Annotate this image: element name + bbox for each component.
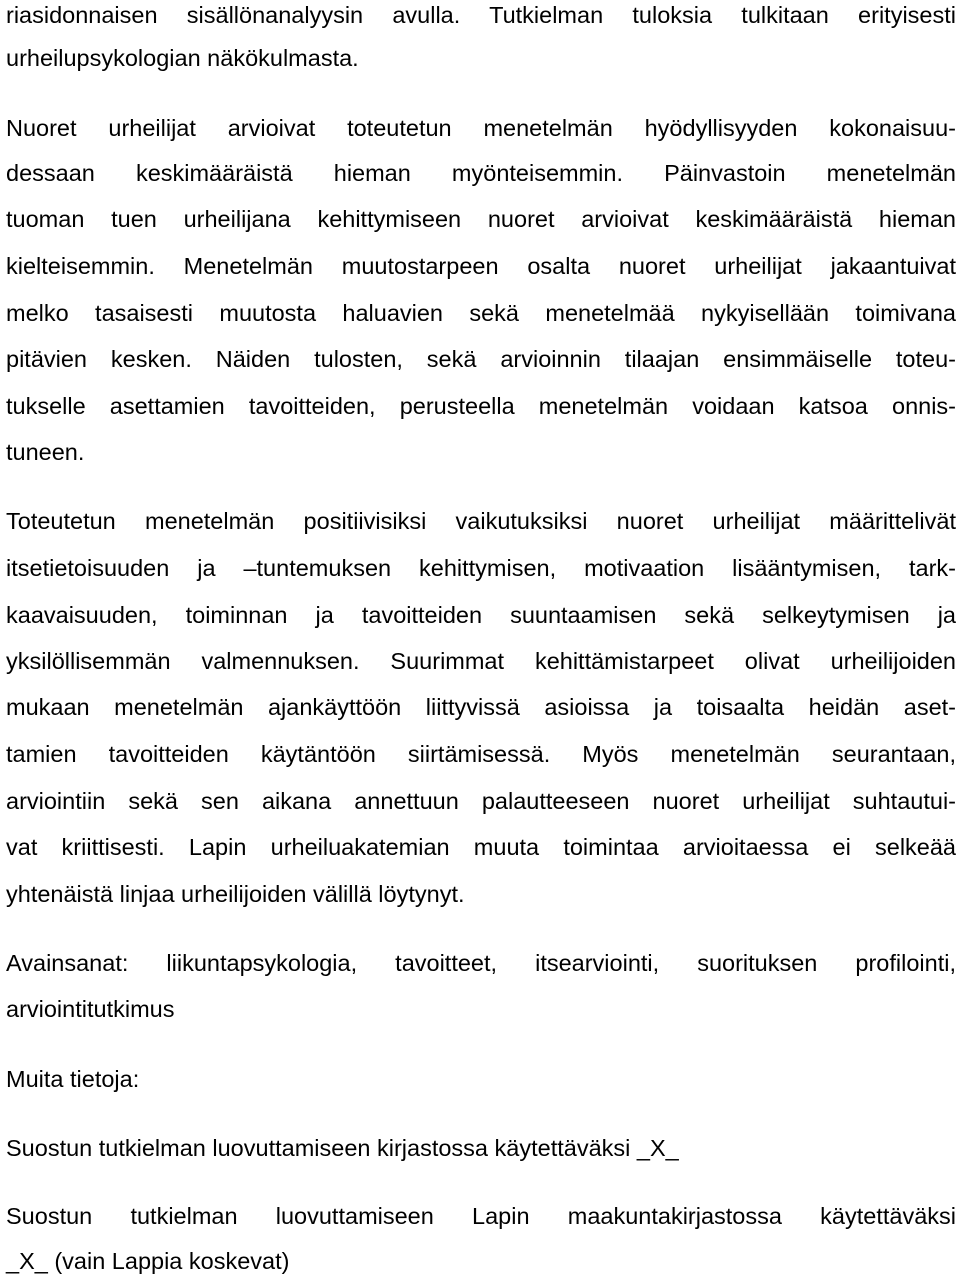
text-line: vat kriittisesti. Lapin urheiluakatemian muuta toimintaa arvioitaessa ei selkeää [6, 834, 956, 860]
text-line: tukselle asettamien tavoitteiden, perusteella menetelmän voidaan katsoa onnis- [6, 393, 956, 419]
keywords-line: arviointitutkimus [6, 996, 175, 1022]
text-line: tuoman tuen urheilijana kehittymiseen nuoret arvioivat keskimääräistä hieman [6, 206, 956, 232]
text-line: yhtenäistä linjaa urheilijoiden välillä löytynyt. [6, 881, 465, 907]
text-line: melko tasaisesti muutosta haluavien sekä menetelmää nykyisellään toimivana [6, 300, 956, 326]
other-info-heading: Muita tietoja: [6, 1066, 140, 1092]
text-line: tamien tavoitteiden käytäntöön siirtämisessä. Myös menetelmän seurantaan, [6, 741, 956, 767]
text-line: riasidonnaisen sisällönanalyysin avulla. Tutkielman tuloksia tulkitaan erityisesti [6, 2, 956, 28]
text-line: arviointiin sekä sen aikana annettuun palautteeseen nuoret urheilijat suhtautui- [6, 788, 956, 814]
text-line: itsetietoisuuden ja –tuntemuksen kehittymisen, motivaation lisääntymisen, tark- [6, 555, 956, 581]
text-line: yksilöllisemmän valmennuksen. Suurimmat kehittämistarpeet olivat urheilijoiden [6, 648, 956, 674]
text-line: pitävien kesken. Näiden tulosten, sekä arvioinnin tilaajan ensimmäiselle toteu- [6, 346, 956, 372]
text-line: urheilupsykologian näkökulmasta. [6, 45, 359, 71]
keywords-line: Avainsanat: liikuntapsykologia, tavoitteet, itsearviointi, suorituksen profilointi, [6, 950, 956, 976]
regional-library-consent-line: Suostun tutkielman luovuttamiseen Lapin maakuntakirjastossa käytettäväksi [6, 1203, 956, 1229]
text-line: mukaan menetelmän ajankäyttöön liittyvissä asioissa ja toisaalta heidän aset- [6, 694, 956, 720]
text-line: Nuoret urheilijat arvioivat toteutetun menetelmän hyödyllisyyden kokonaisuu- [6, 115, 956, 141]
text-line: Toteutetun menetelmän positiivisiksi vaikutuksiksi nuoret urheilijat määrittelivät [6, 508, 956, 534]
regional-library-consent-line: _X_ (vain Lappia koskevat) [6, 1248, 290, 1274]
text-line: kaavaisuuden, toiminnan ja tavoitteiden suuntaamisen sekä selkeytymisen ja [6, 602, 956, 628]
text-line: kielteisemmin. Menetelmän muutostarpeen osalta nuoret urheilijat jakaantuivat [6, 253, 956, 279]
text-line: dessaan keskimääräistä hieman myönteisemmin. Päinvastoin menetelmän [6, 160, 956, 186]
text-line: tuneen. [6, 439, 85, 465]
library-consent-line: Suostun tutkielman luovuttamiseen kirjastossa käytettäväksi _X_ [6, 1135, 679, 1161]
